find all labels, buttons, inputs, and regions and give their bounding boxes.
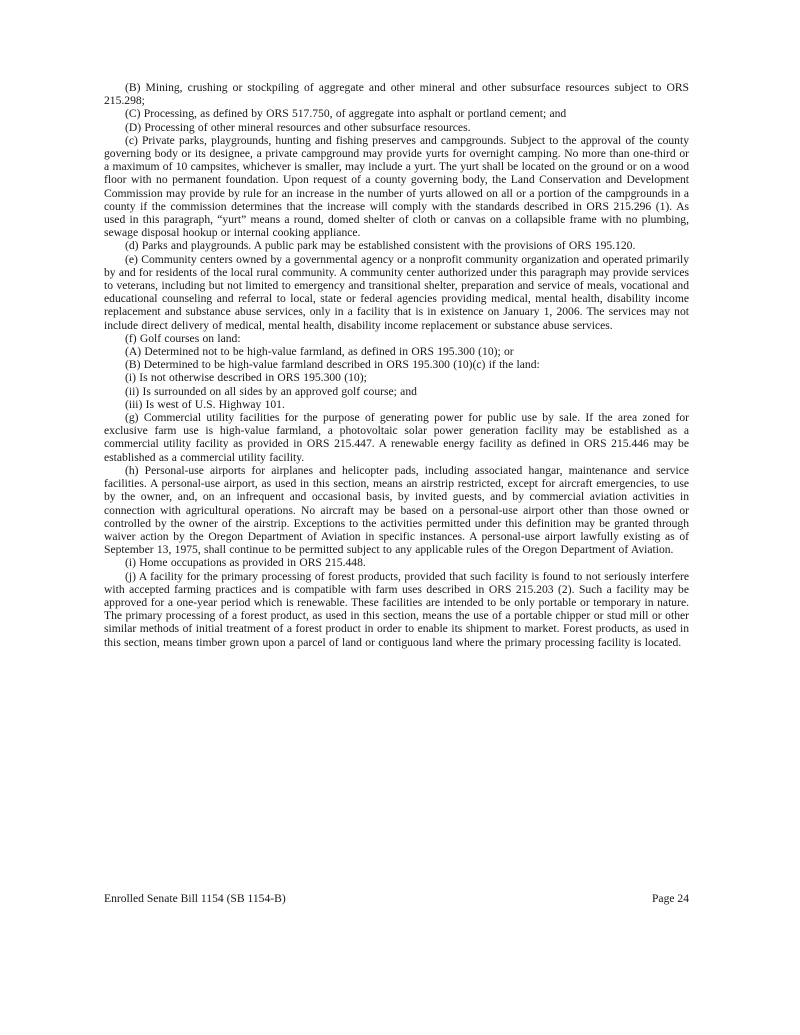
footer-bill-title: Enrolled Senate Bill 1154 (SB 1154-B)	[104, 892, 286, 905]
paragraph: (d) Parks and playgrounds. A public park may be established consistent with the provisions of ORS 195.120.	[125, 239, 636, 253]
paragraph: (ii) Is surrounded on all sides by an approved golf course; and	[125, 384, 417, 398]
paragraph: (e) Community centers owned by a governmental agency or a nonprofit community organization and operated primarily by and for residents of the local rural community. A community center authorized under this paragraph may provide services to veterans, including but not limited to emergency and transitional shelter, preparation and service of meals, vocational and educational counseling and referral to local, state or federal agencies providing medical, mental health, disability income replacement and substance abuse services, only in a facility that is in existence on January 1, 2006. The services may not include direct delivery of medical, mental health, disability income replacement or substance abuse services.	[104, 252, 689, 332]
paragraph: (i) Home occupations as provided in ORS 215.448.	[125, 556, 366, 570]
paragraph: (B) Determined to be high-value farmland described in ORS 195.300 (10)(c) if the land:	[125, 358, 540, 372]
paragraph: (B) Mining, crushing or stockpiling of aggregate and other mineral and other subsurface resources subject to ORS 215.298;	[104, 81, 689, 108]
paragraph: (h) Personal-use airports for airplanes and helicopter pads, including associated hangar, maintenance and service facilities. A personal-use airport, as used in this section, means an airstrip restricted, except for aircraft emergencies, to use by the owner, and, on an infrequent and occasional basis, by invited guests, and by commercial aviation activities in connection with agricultural operations. No aircraft may be based on a personal-use airport other than those owned or controlled by the owner of the airstrip. Exceptions to the activities permitted under this definition may be granted through waiver action by the Oregon Department of Aviation in specific instances. A personal-use airport lawfully existing as of September 13, 1975, shall continue to be permitted subject to any applicable rules of the Oregon Department of Aviation.	[104, 463, 689, 557]
page-footer	[104, 892, 689, 905]
paragraph: (g) Commercial utility facilities for the purpose of generating power for public use by sale. If the area zoned for exclusive farm use is high-value farmland, a photovoltaic solar power generation facility may be established as a commercial utility facility as provided in ORS 215.447. A renewable energy facility as defined in ORS 215.446 may be established as a commercial utility facility.	[104, 411, 689, 464]
paragraph: (c) Private parks, playgrounds, hunting and fishing preserves and campgrounds. Subject to the approval of the county governing body or its designee, a private campground may provide yurts for overnight camping. No more than one-third or a maximum of 10 campsites, whichever is smaller, may include a yurt. The yurt shall be located on the ground or on a wood floor with no permanent foundation. Upon request of a county governing body, the Land Conservation and Development Commission may provide by rule for an increase in the number of yurts allowed on all or a portion of the campgrounds in a county if the commission determines that the increase will comply with the standards described in ORS 215.296 (1). As used in this paragraph, “yurt” means a round, domed shelter of cloth or canvas on a collapsible frame with no plumbing, sewage disposal hookup or internal cooking appliance.	[104, 133, 689, 240]
paragraph: (D) Processing of other mineral resources and other subsurface resources.	[125, 120, 471, 134]
paragraph: (i) Is not otherwise described in ORS 195.300 (10);	[125, 371, 367, 385]
document-body	[104, 81, 689, 649]
paragraph: (iii) Is west of U.S. Highway 101.	[125, 397, 285, 411]
paragraph: (A) Determined not to be high-value farmland, as defined in ORS 195.300 (10); or	[125, 345, 514, 359]
paragraph: (j) A facility for the primary processing of forest products, provided that such facility is found to not seriously interfere with accepted farming practices and is compatible with farm uses described in ORS 215.203 (2). Such a facility may be approved for a one-year period which is renewable. These facilities are intended to be only portable or temporary in nature. The primary processing of a forest product, as used in this section, means the use of a portable chipper or stud mill or other similar methods of initial treatment of a forest product in order to enable its shipment to market. Forest products, as used in this section, means timber grown upon a parcel of land or contiguous land where the primary processing facility is located.	[104, 569, 689, 649]
footer-page-number: Page 24	[651, 892, 689, 905]
paragraph: (f) Golf courses on land:	[125, 331, 241, 345]
paragraph: (C) Processing, as defined by ORS 517.750, of aggregate into asphalt or portland cement; and	[125, 107, 567, 121]
